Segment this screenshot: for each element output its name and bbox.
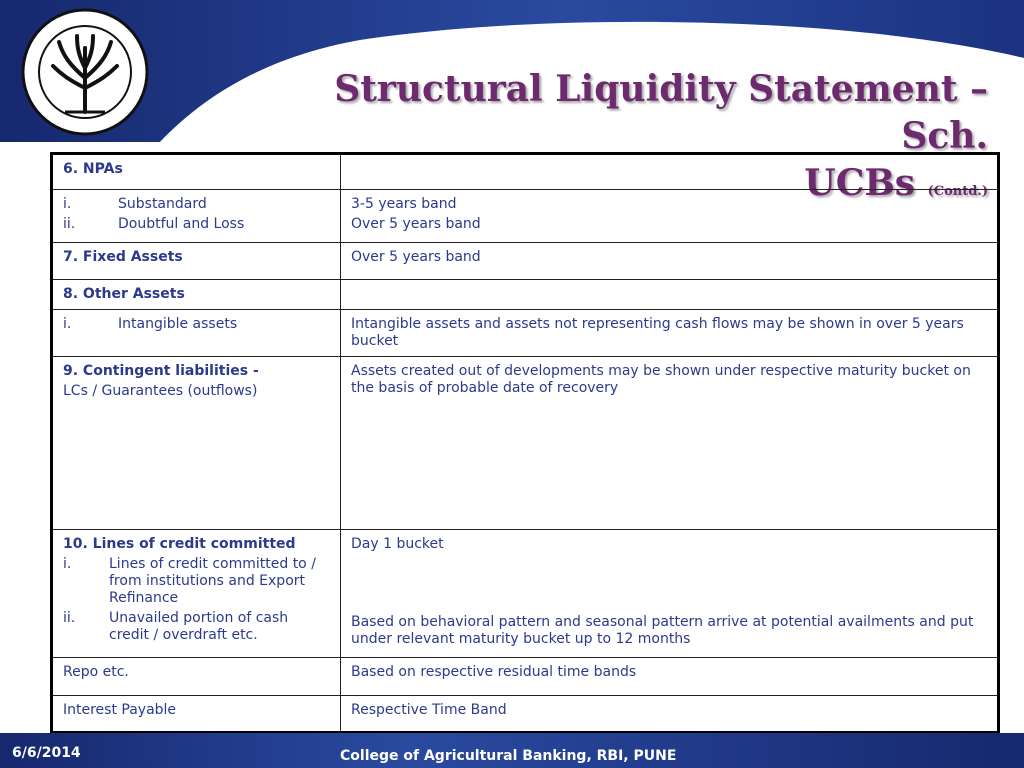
list-item [63,196,330,213]
liquidity-table [50,152,1000,734]
table-cell [341,190,999,243]
list-text: Intangible assets [118,316,238,332]
list-text: Doubtful and Loss [118,216,245,232]
table-row [52,696,999,733]
table-cell: Based on respective residual time bands [341,658,999,696]
cell-line: LCs / Guarantees (outflows) [63,383,258,399]
table-row [52,154,999,190]
table-cell: 7. Fixed Assets [52,243,341,280]
table-cell: 6. NPAs [52,154,341,190]
table-cell [52,530,341,658]
list-item [63,216,330,233]
title-line-2-text: UCBs [804,162,916,204]
cell-heading: 9. Contingent liabilities - [63,363,259,379]
cell-line: Over 5 years band [351,216,481,232]
list-number: i. [63,556,72,572]
footer-organization: College of Agricultural Banking, RBI, PUNE [340,748,677,764]
list-number: i. [63,196,72,212]
cell-line: Day 1 bucket [351,536,444,552]
table-cell: Assets created out of developments may be shown under respective maturity bucket on the basis of probable date of recovery [341,357,999,530]
table-cell [52,190,341,243]
table-cell [52,310,341,357]
college-logo [21,8,149,136]
table-row [52,357,999,530]
table-cell [341,530,999,658]
table-cell: Interest Payable [52,696,341,733]
cell-spacer [351,556,987,614]
cell-heading: 10. Lines of credit committed [63,536,296,552]
list-text: Lines of credit committed to / from institutions and Export Refinance [109,556,316,606]
footer-date: 6/6/2014 [12,745,81,761]
cell-line: 3-5 years band [351,196,457,212]
footer-bar [0,733,1024,768]
table-row [52,530,999,658]
title-line-1: Structural Liquidity Statement – Sch. [334,68,988,157]
table-cell [341,154,999,190]
table-cell [52,357,341,530]
table-row [52,190,999,243]
list-number: ii. [63,216,76,232]
table-row [52,658,999,696]
table-cell [341,280,999,310]
list-number: ii. [63,610,76,626]
table-row [52,310,999,357]
list-text: Unavailed portion of cash credit / overdraft etc. [109,610,289,643]
cell-line: Based on behavioral pattern and seasonal pattern arrive at potential availments and put under relevant maturity bucket up to 12 months [351,614,974,647]
table-cell: Repo etc. [52,658,341,696]
table-row [52,243,999,280]
table-cell: Intangible assets and assets not representing cash flows may be shown in over 5 years bucket [341,310,999,357]
list-number: i. [63,316,72,332]
list-text: Substandard [118,196,207,212]
title-contd: (Contd.) [927,184,988,199]
table-row [52,280,999,310]
list-item [63,610,330,644]
list-item [63,316,330,333]
table-cell: Over 5 years band [341,243,999,280]
table-cell: Respective Time Band [341,696,999,733]
table-cell: 8. Other Assets [52,280,341,310]
list-item [63,556,330,607]
